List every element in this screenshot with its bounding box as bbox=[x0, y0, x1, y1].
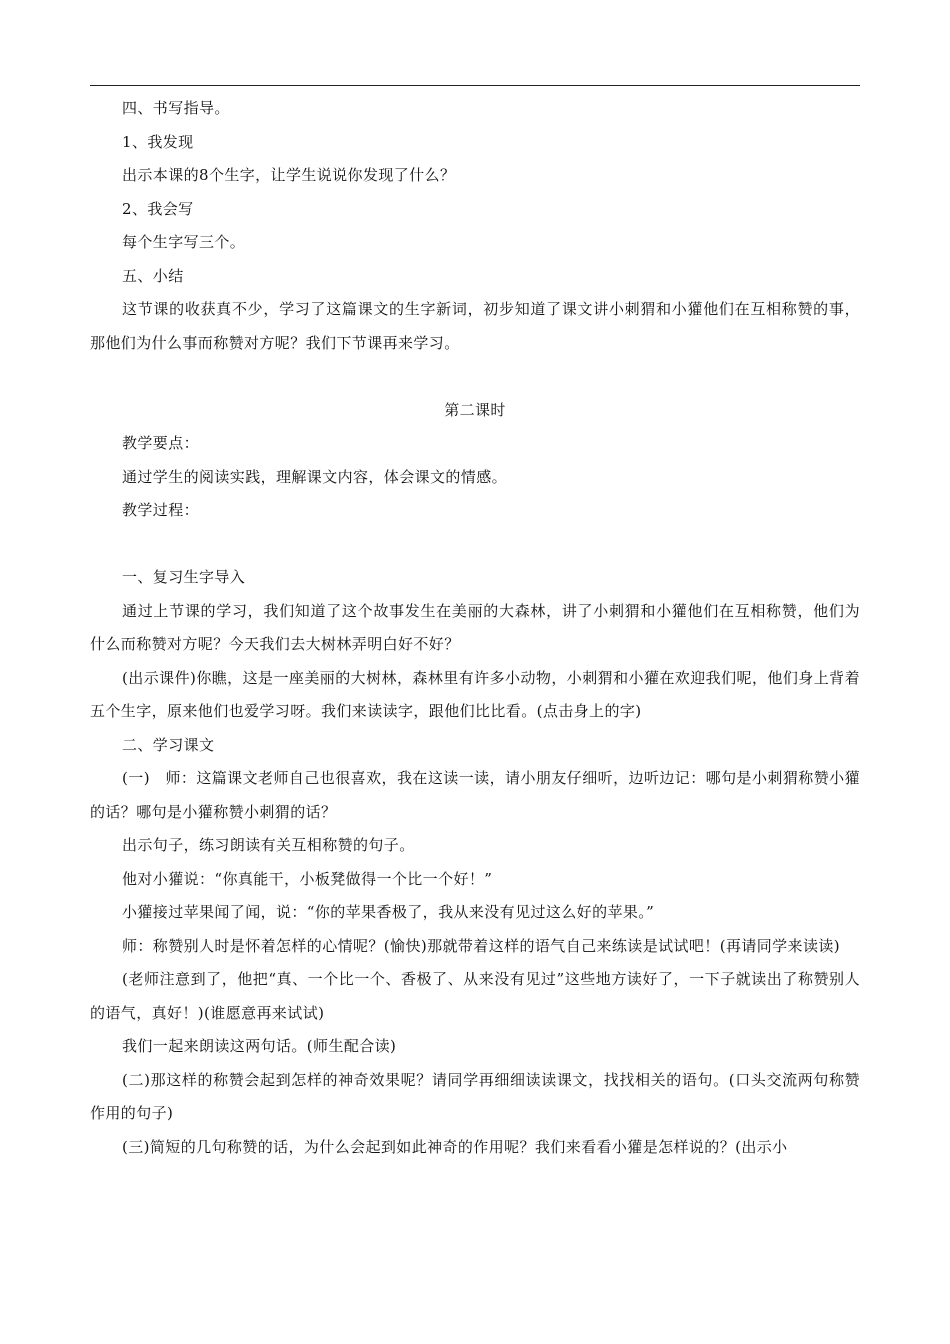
paragraph: 通过上节课的学习，我们知道了这个故事发生在美丽的大森林，讲了小刺猬和小獾他们在互相称赞，他们为什么而称赞对方呢？今天我们去大树林弄明白好不好？ bbox=[90, 601, 860, 653]
teaching-points-label: 教学要点： bbox=[122, 434, 200, 452]
section-heading-summary: 五、小结 bbox=[122, 266, 184, 285]
spacer bbox=[90, 528, 860, 562]
spacer bbox=[90, 360, 860, 394]
section-heading-review: 一、复习生字导入 bbox=[122, 568, 246, 586]
section-heading-writing: 四、书写指导。 bbox=[122, 99, 230, 117]
paragraph: (老师注意到了，他把“真、一个比一个、香极了、从来没有见过”这些地方读好了，一下子就读出了称赞别人的语气，真好！)(谁愿意再来试试) bbox=[90, 970, 860, 1022]
paragraph: 师：称赞别人时是怀着怎样的心情呢？(愉快)那就带着这样的语气自己来练读是试试吧！(再请同学来读读) bbox=[122, 936, 841, 955]
paragraph: 每个生字写三个。 bbox=[122, 233, 246, 251]
paragraph: (二)那这样的称赞会起到怎样的神奇效果呢？请同学再细细读读课文，找找相关的语句。(口头交流两句称赞作用的句子) bbox=[90, 1070, 860, 1122]
quote-line: 他对小獾说：“你真能干，小板凳做得一个比一个好！” bbox=[122, 869, 493, 888]
paragraph: (三)简短的几句称赞的话，为什么会起到如此神奇的作用呢？我们来看看小獾是怎样说的？(出示小 bbox=[122, 1137, 788, 1156]
paragraph: 出示本课的8个生字，让学生说说你发现了什么？ bbox=[122, 166, 456, 184]
paragraph: 出示句子，练习朗读有关互相称赞的句子。 bbox=[122, 836, 415, 854]
paragraph: (出示课件)你瞧，这是一座美丽的大树林，森林里有许多小动物，小刺猬和小獾在欢迎我们呢，他们身上背着五个生字，原来他们也爱学习呀。我们来读读字，跟他们比比看。(点击身上的字) bbox=[90, 668, 860, 720]
lesson-title: 第二课时 bbox=[444, 400, 506, 419]
quote-line: 小獾接过苹果闻了闻，说：“你的苹果香极了，我从来没有见过这么好的苹果。” bbox=[122, 903, 655, 921]
sub-heading-write: 2、我会写 bbox=[122, 199, 194, 218]
paragraph: 这节课的收获真不少，学习了这篇课文的生字新词，初步知道了课文讲小刺猬和小獾他们在互相称赞的事，那他们为什么事而称赞对方呢？我们下节课再来学习。 bbox=[90, 300, 860, 352]
section-heading-study: 二、学习课文 bbox=[122, 735, 215, 754]
header-rule bbox=[90, 85, 860, 86]
paragraph: 我们一起来朗读这两句话。(师生配合读) bbox=[122, 1037, 397, 1055]
document-body bbox=[90, 92, 860, 1164]
paragraph: (一) 师：这篇课文老师自己也很喜欢，我在这读一读，请小朋友仔细听，边听边记：哪句是小刺猬称赞小獾的话？哪句是小獾称赞小刺猬的话？ bbox=[90, 769, 860, 821]
paragraph: 通过学生的阅读实践，理解课文内容，体会课文的情感。 bbox=[122, 467, 508, 486]
teaching-process-label: 教学过程： bbox=[122, 501, 200, 519]
sub-heading-discover: 1、我发现 bbox=[122, 132, 194, 151]
